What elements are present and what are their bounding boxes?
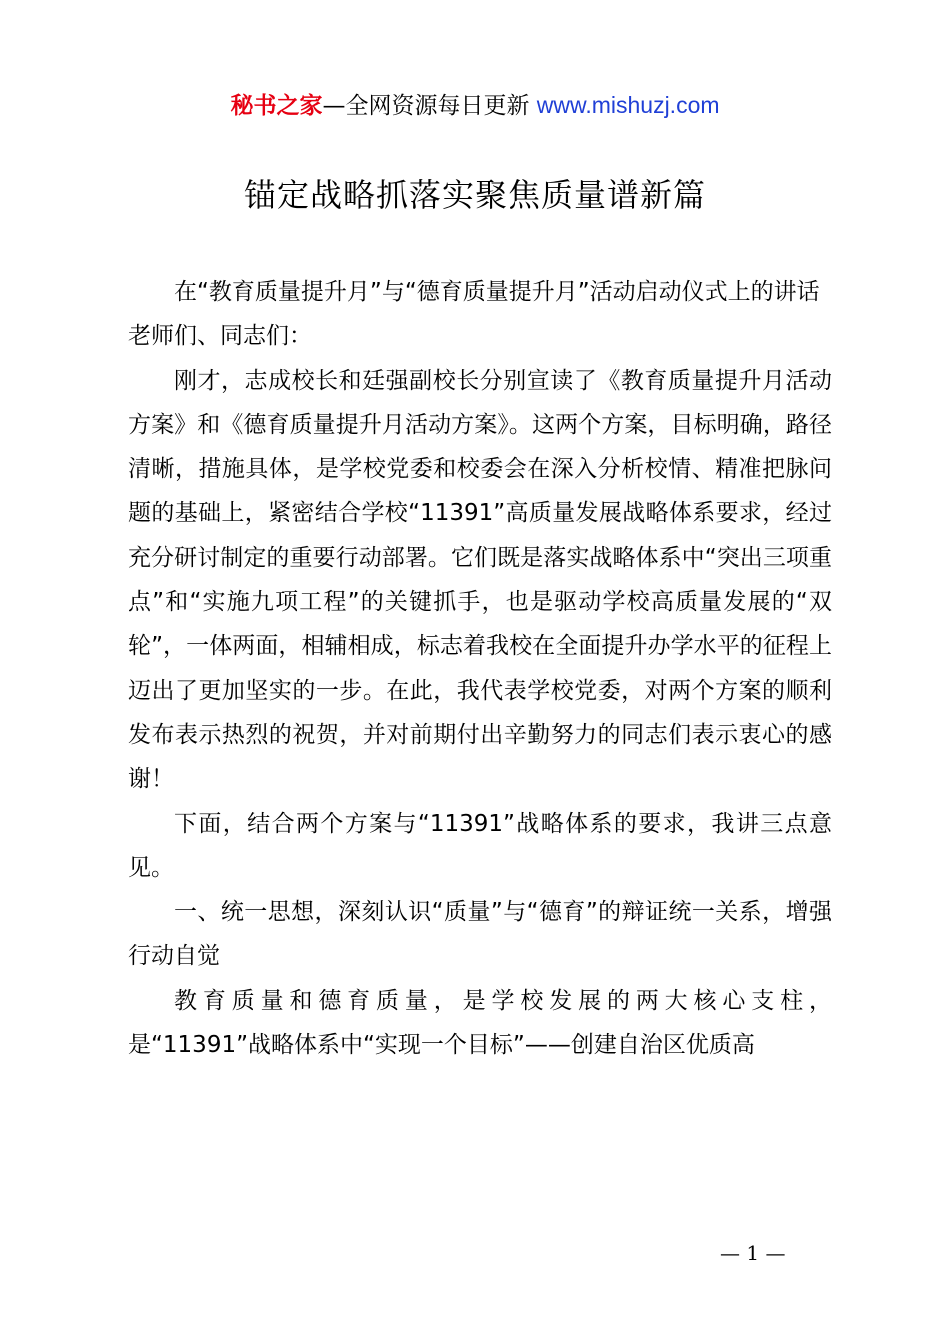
section-heading-1: 一、统一思想，深刻认识“质量”与“德育”的辩证统一关系，增强行动自觉 [128, 899, 832, 970]
brand-name: 秘书之家 [230, 93, 323, 119]
document-title: 锚定战略抓落实聚焦质量谱新篇 [243, 176, 706, 214]
speech-subtitle: 在“教育质量提升月”与“德育质量提升月”活动启动仪式上的讲话 [174, 279, 820, 305]
paragraph-1: 刚才，志成校长和廷强副校长分别宣读了《教育质量提升月活动方案》和《德育质量提升月活动方案》。这两个方案，目标明确，路径清晰，措施具体，是学校党委和校委会在深入分析校情、精准把脉问题的基础上，紧密结合学校“11391”高质量发展战略体系要求，经过充分研讨制定的重要行动部署。它们既是落实战略体系中“突出三项重点”和“实施九项工程”的关键抓手，也是驱动学校高质量发展的“双轮”，一体两面，相辅相成，标志着我校在全面提升办学水平的征程上迈出了更加坚实的一步。在此，我代表学校党委，对两个方案的顺利发布表示热烈的祝贺，并对前期付出辛勤努力的同志们表示衷心的感谢！ [128, 367, 832, 793]
paragraph-3: 教育质量和德育质量，是学校发展的两大核心支柱，是“11391”战略体系中“实现一个目标”——创建自治区优质高 [128, 987, 832, 1059]
header-tagline: —全网资源每日更新 [322, 93, 530, 119]
paragraph-2: 下面，结合两个方案与“11391”战略体系的要求，我讲三点意见。 [128, 810, 832, 881]
site-url-link[interactable]: www.mishuzj.com [536, 92, 720, 118]
document-body [128, 270, 832, 1067]
site-header [0, 88, 950, 123]
salutation: 老师们、同志们： [128, 323, 312, 350]
page-number: — 1 — [720, 1241, 786, 1265]
